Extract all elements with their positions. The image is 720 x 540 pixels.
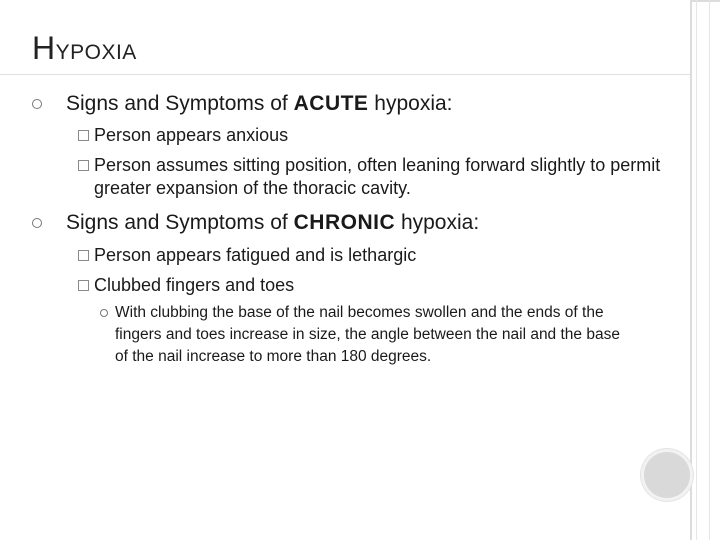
title-divider <box>0 74 690 75</box>
frame-border-line <box>696 0 697 540</box>
chronic-keyword: CHRONIC <box>293 211 396 234</box>
chronic-heading: Signs and Symptoms of CHRONIC hypoxia: <box>66 211 480 234</box>
square-bullet-icon <box>78 160 89 171</box>
circle-bullet-icon <box>32 99 42 109</box>
circle-bullet-icon <box>32 218 42 228</box>
decorative-circle <box>641 449 693 501</box>
square-bullet-icon <box>78 250 89 261</box>
frame-border-top <box>690 0 720 2</box>
frame-border-line <box>690 0 692 540</box>
acute-heading: Signs and Symptoms of ACUTE hypoxia: <box>66 92 453 115</box>
title-rest: YPOXIA <box>55 41 137 64</box>
slide-title <box>32 30 137 67</box>
frame-border-line <box>709 0 710 540</box>
acute-keyword: ACUTE <box>293 92 369 115</box>
circle-bullet-icon <box>100 309 108 317</box>
square-bullet-icon <box>78 280 89 291</box>
square-bullet-icon <box>78 130 89 141</box>
title-initial: H <box>32 30 56 66</box>
